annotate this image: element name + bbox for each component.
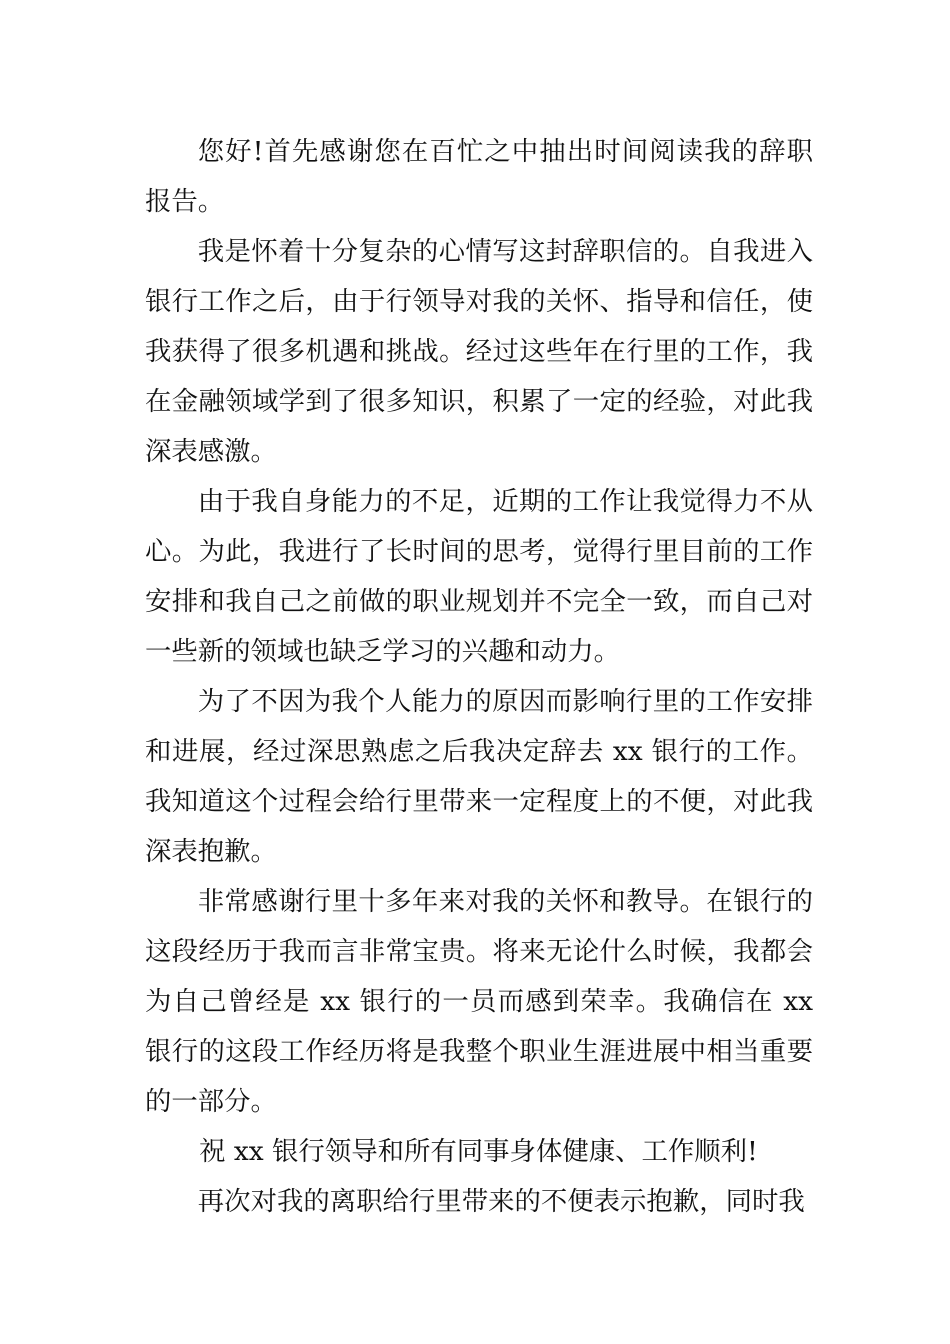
paragraph-greeting: 您好!首先感谢您在百忙之中抽出时间阅读我的辞职报告。 bbox=[145, 136, 813, 217]
paragraph-gratitude: 我是怀着十分复杂的心情写这封辞职信的。自我进入银行工作之后，由于行领导对我的关怀、指导和信任，使我获得了很多机遇和挑战。经过这些年在行里的工作，我在金融领域学到了很多知识，积累了一定的经验，对此我深表感激。 bbox=[145, 236, 813, 467]
paragraph-reason: 由于我自身能力的不足，近期的工作让我觉得力不从心。为此，我进行了长时间的思考，觉得行里目前的工作安排和我自己之前做的职业规划并不完全一致，而自己对一些新的领域也缺乏学习的兴趣和动力。 bbox=[145, 486, 813, 667]
paragraph-wishes: 祝 xx 银行领导和所有同事身体健康、工作顺利! bbox=[199, 1136, 758, 1167]
paragraph-thanks: 非常感谢行里十多年来对我的关怀和教导。在银行的这段经历于我而言非常宝贵。将来无论什么时候，我都会为自己曾经是 xx 银行的一员而感到荣幸。我确信在 xx 银行的这段工作经历将是我整个职业生涯进展中相当重要的一部分。 bbox=[145, 886, 813, 1117]
resignation-letter-body bbox=[145, 127, 813, 1227]
paragraph-decision: 为了不因为我个人能力的原因而影响行里的工作安排和进展，经过深思熟虑之后我决定辞去 xx 银行的工作。我知道这个过程会给行里带来一定程度上的不便，对此我深表抱歉。 bbox=[145, 686, 813, 867]
paragraph-apology: 再次对我的离职给行里带来的不便表示抱歉，同时我 bbox=[197, 1186, 805, 1217]
